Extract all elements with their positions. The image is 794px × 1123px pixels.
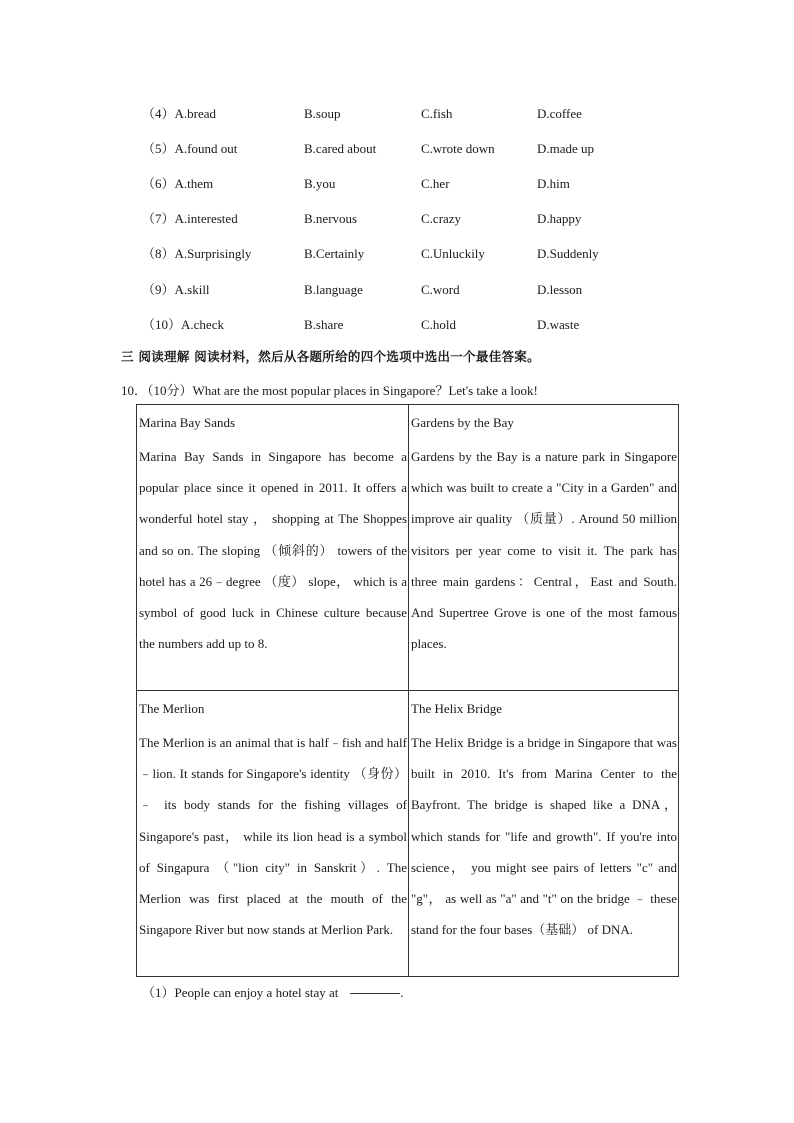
option-row-4 (0, 104, 794, 124)
passage-body: The Merlion is an animal that is half﹣fish and half﹣lion. It stands for Singapore's identity （身份） ﹣ its body stands for the fishing villages of Singapore's past， while its lion head is a symbol of Singapura （"lion city" in Sanskrit）. The Merlion was first placed at the mouth of the Singapore River but now stands at Merlion Park. (139, 735, 407, 938)
option-c: C.wrote down (421, 141, 495, 156)
option-number: （4）A.bread (142, 106, 217, 121)
passage-body: Gardens by the Bay is a nature park in Singapore which was built to create a "City in a Garden" and improve air quality （质量）. Around 50 million visitors per year come to visit it. The park has three main gardens：Central，East and South. And Supertree Grove is one of the most famous places. (411, 449, 677, 652)
question-intro: 10．（10分）What are the most popular places in Singapore？Let's take a look! (121, 383, 538, 398)
option-b: B.share (304, 317, 344, 332)
passage-title: The Merlion (139, 701, 205, 716)
table-row (137, 405, 679, 691)
option-d: D.waste (537, 317, 580, 332)
sub-question-end: . (400, 985, 404, 1000)
passage-the-merlion (137, 691, 409, 977)
sub-question-1 (142, 982, 404, 1001)
option-row-7 (0, 209, 794, 229)
passages-table (136, 404, 679, 977)
option-b: B.you (304, 176, 336, 191)
option-b: B.cared about (304, 141, 377, 156)
option-row-5 (0, 139, 794, 159)
option-d: D.Suddenly (537, 246, 599, 261)
option-d: D.him (537, 176, 570, 191)
table-row (137, 691, 679, 977)
option-row-8 (0, 244, 794, 264)
answer-blank[interactable] (350, 993, 400, 994)
option-d: D.coffee (537, 106, 582, 121)
section-title: 三 阅读理解 阅读材料，然后从各题所给的四个选项中选出一个最佳答案。 (121, 349, 540, 364)
option-d: D.lesson (537, 282, 583, 297)
option-number: （7）A.interested (142, 211, 238, 226)
option-b: B.language (304, 282, 363, 297)
passage-body: Marina Bay Sands in Singapore has become a popular place since it opened in 2011. It offers a wonderful hotel stay ， shopping at The Shoppes and so on. The sloping （倾斜的） towers of the hotel has a 26﹣degree （度） slope， which is a symbol of good luck in Chinese culture because the numbers add up to 8. (139, 449, 407, 652)
passage-title: Gardens by the Bay (411, 415, 514, 430)
passage-the-helix-bridge (409, 691, 679, 977)
option-c: C.word (421, 282, 460, 297)
option-c: C.hold (421, 317, 457, 332)
option-row-6 (0, 174, 794, 194)
option-d: D.happy (537, 211, 582, 226)
passage-title: The Helix Bridge (411, 701, 502, 716)
option-b: B.Certainly (304, 246, 365, 261)
option-c: C.Unluckily (421, 246, 485, 261)
passage-marina-bay-sands (137, 405, 409, 691)
option-c: C.her (421, 176, 450, 191)
option-d: D.made up (537, 141, 595, 156)
option-b: B.nervous (304, 211, 358, 226)
option-c: C.crazy (421, 211, 462, 226)
sub-question-text: （1）People can enjoy a hotel stay at (142, 985, 339, 1000)
passage-gardens-by-the-bay (409, 405, 679, 691)
option-row-10 (0, 315, 794, 335)
option-number: （6）A.them (142, 176, 214, 191)
option-c: C.fish (421, 106, 453, 121)
option-number: （10）A.check (142, 317, 224, 332)
option-b: B.soup (304, 106, 341, 121)
option-number: （8）A.Surprisingly (142, 246, 252, 261)
passage-body: The Helix Bridge is a bridge in Singapore that was built in 2010. It's from Marina Center to the Bayfront. The bridge is shaped like a DNA， which stands for "life and growth". If you're into science， you might see pairs of letters "c" and "g"， as well as "a" and "t" on the bridge ﹣ these stand for the four bases（基础） of DNA. (411, 735, 677, 938)
option-number: （5）A.found out (142, 141, 238, 156)
passage-title: Marina Bay Sands (139, 415, 236, 430)
option-row-9 (0, 280, 794, 300)
option-number: （9）A.skill (142, 282, 210, 297)
